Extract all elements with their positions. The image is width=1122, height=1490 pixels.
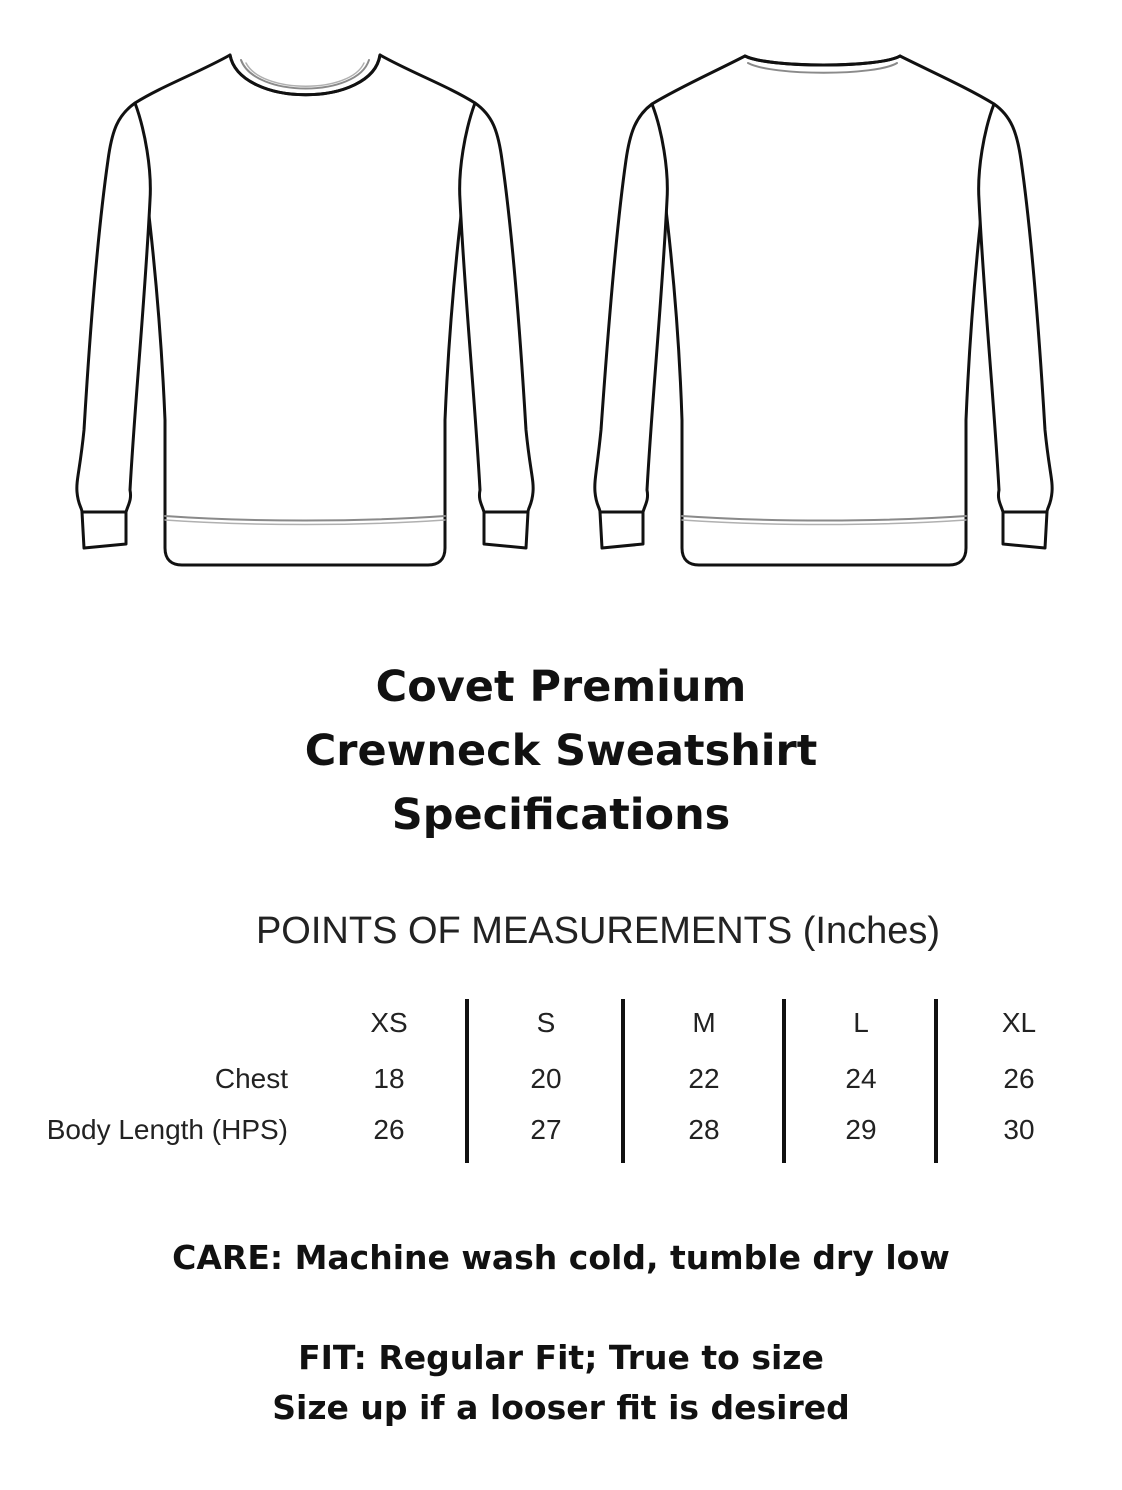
chest-xl-value: 26 — [1003, 1063, 1035, 1094]
column-divider — [782, 999, 786, 1163]
sweatshirt-back-view — [595, 56, 1052, 565]
fit-note-line-1: FIT: Regular Fit; True to size — [298, 1338, 824, 1377]
body-length-xs-value: 26 — [373, 1114, 405, 1145]
row-label-body-length: Body Length (HPS) — [46, 1114, 288, 1145]
column-divider — [621, 999, 625, 1163]
sweatshirt-flat-sketches — [0, 0, 1122, 600]
body-length-m-value: 28 — [688, 1114, 720, 1145]
chest-s-value: 20 — [530, 1063, 562, 1094]
product-title — [0, 655, 1122, 847]
sweatshirt-illustrations — [0, 0, 1122, 600]
product-title-line-2: Crewneck Sweatshirt — [304, 726, 818, 776]
column-divider — [934, 999, 938, 1163]
product-title-line-1: Covet Premium — [375, 662, 747, 712]
size-chart-table — [0, 995, 1122, 1170]
chest-m-value: 22 — [688, 1063, 720, 1094]
size-header-l: L — [853, 1007, 869, 1038]
size-header-xs: XS — [370, 1007, 408, 1038]
measurements-heading: POINTS OF MEASUREMENTS (Inches) — [255, 910, 941, 952]
sweatshirt-front-view — [77, 55, 533, 565]
row-label-chest: Chest — [214, 1063, 288, 1094]
body-length-l-value: 29 — [845, 1114, 877, 1145]
size-header-m: M — [692, 1007, 716, 1038]
fit-note-line-2: Size up if a looser fit is desired — [272, 1388, 850, 1427]
body-length-xl-value: 30 — [1003, 1114, 1035, 1145]
chest-l-value: 24 — [845, 1063, 877, 1094]
body-length-s-value: 27 — [530, 1114, 562, 1145]
size-header-s: S — [536, 1007, 556, 1038]
chest-xs-value: 18 — [373, 1063, 405, 1094]
size-header-xl: XL — [1001, 1007, 1037, 1038]
column-divider — [465, 999, 469, 1163]
care-instructions: CARE: Machine wash cold, tumble dry low — [172, 1238, 950, 1277]
product-title-line-3: Specifications — [391, 790, 731, 840]
